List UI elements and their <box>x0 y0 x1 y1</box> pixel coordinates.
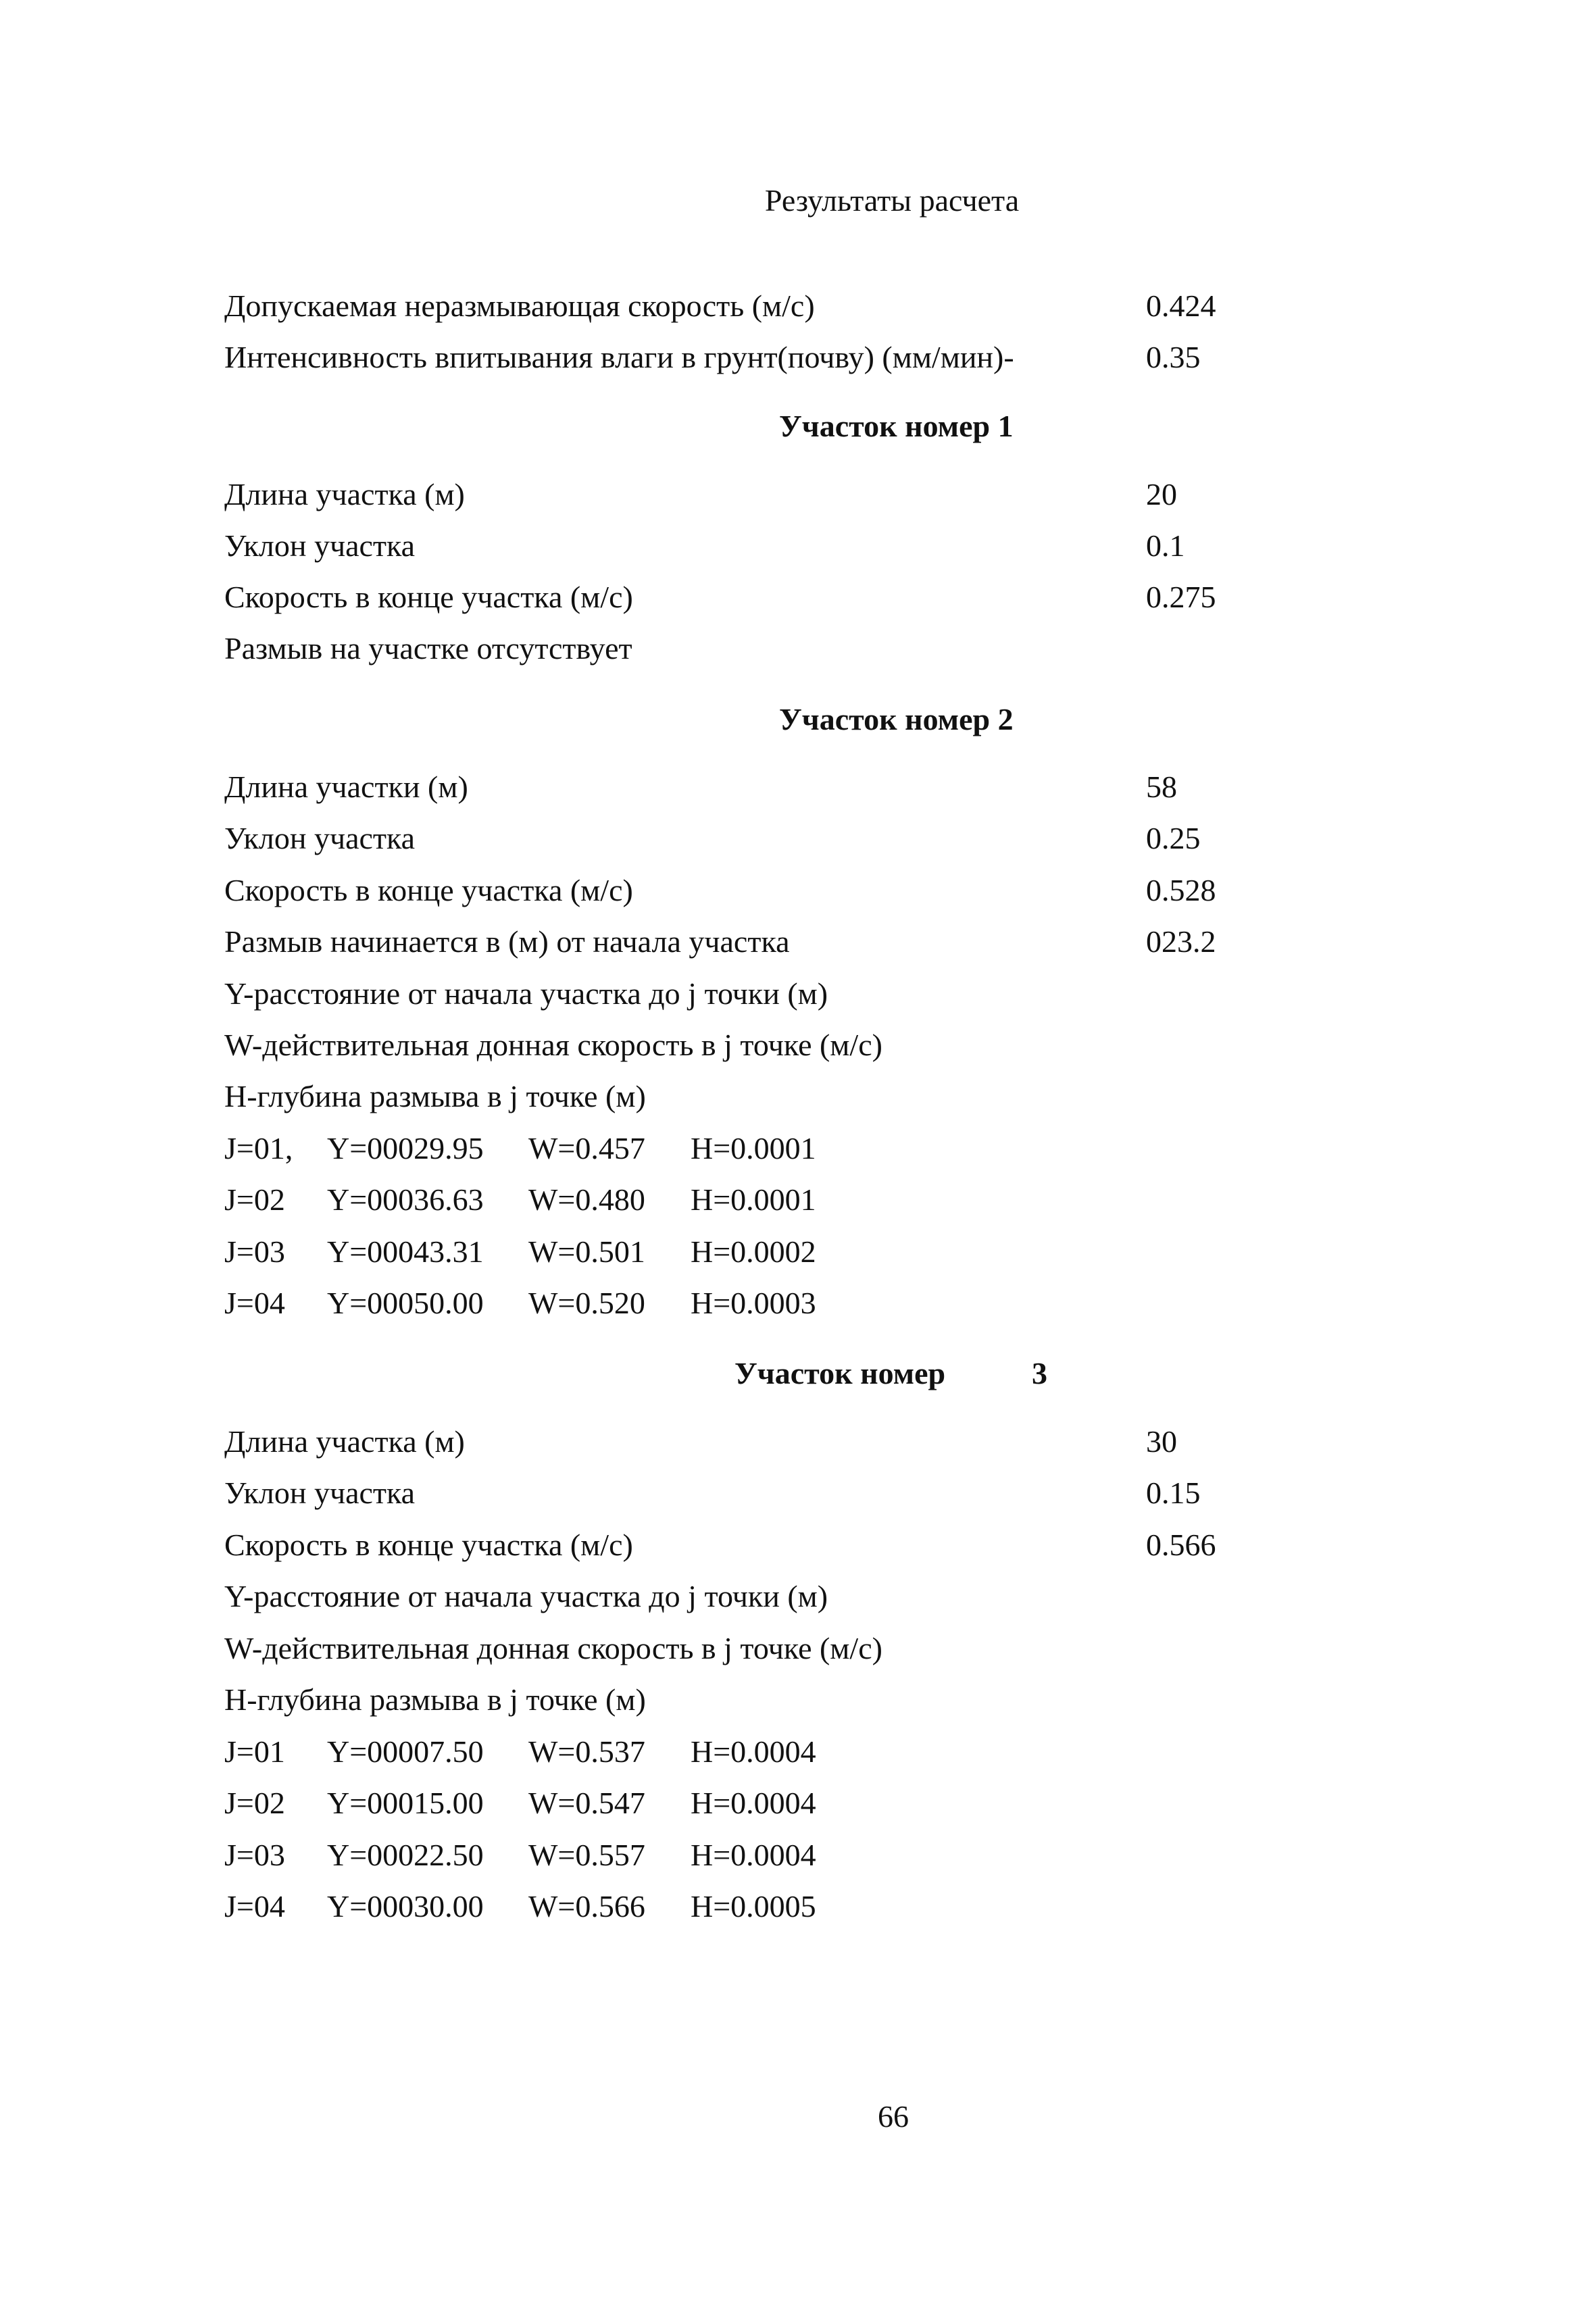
param-label: Длина участки (м) <box>224 770 468 804</box>
point-j: J=01 <box>224 1734 285 1769</box>
point-y: Y=00050.00 <box>327 1286 484 1320</box>
point-j: J=02 <box>224 1182 285 1217</box>
param-value: 20 <box>1146 477 1177 511</box>
param-value: 0.1 <box>1146 528 1185 563</box>
param-value: 0.275 <box>1146 580 1216 614</box>
point-w: W=0.547 <box>528 1786 645 1820</box>
param-label: Размыв начинается в (м) от начала участка <box>224 924 790 959</box>
point-h: H=0.0001 <box>691 1131 816 1165</box>
legend-line: Y-расстояние от начала участка до j точки (м) <box>224 1579 828 1613</box>
param-value: 0.25 <box>1146 821 1201 855</box>
point-h: H=0.0001 <box>691 1182 816 1217</box>
point-j: J=04 <box>224 1889 285 1923</box>
param-value: 0.15 <box>1146 1476 1201 1510</box>
point-y: Y=00007.50 <box>327 1734 484 1769</box>
param-label: Уклон участка <box>224 528 416 563</box>
legend-line: Y-расстояние от начала участка до j точки (м) <box>224 976 828 1011</box>
section-heading: Участок номер 1 <box>779 409 1014 443</box>
point-y: Y=00022.50 <box>327 1838 484 1872</box>
point-h: H=0.0005 <box>691 1889 816 1923</box>
param-value: 58 <box>1146 770 1177 804</box>
param-value: 0.566 <box>1146 1528 1216 1562</box>
point-j: J=02 <box>224 1786 285 1820</box>
point-y: Y=00030.00 <box>327 1889 484 1923</box>
param-label: Скорость в конце участка (м/с) <box>224 1528 633 1562</box>
point-w: W=0.566 <box>528 1889 645 1923</box>
point-w: W=0.457 <box>528 1131 645 1165</box>
section-note: Размыв на участке отсутствует <box>224 631 632 665</box>
point-w: W=0.557 <box>528 1838 645 1872</box>
point-j: J=03 <box>224 1234 285 1269</box>
legend-line: W-действительная донная скорость в j точке (м/с) <box>224 1631 882 1665</box>
param-label: Допускаемая неразмывающая скорость (м/с) <box>224 288 815 323</box>
param-label: Уклон участка <box>224 821 416 855</box>
point-w: W=0.520 <box>528 1286 645 1320</box>
point-j: J=01, <box>224 1131 293 1165</box>
point-y: Y=00036.63 <box>327 1182 484 1217</box>
point-j: J=04 <box>224 1286 285 1320</box>
param-label: Уклон участка <box>224 1476 416 1510</box>
point-h: H=0.0004 <box>691 1786 816 1820</box>
section-heading: Участок номер 2 <box>779 702 1014 736</box>
legend-line: H-глубина размыва в j точке (м) <box>224 1682 646 1717</box>
point-y: Y=00029.95 <box>327 1131 484 1165</box>
page-title: Результаты расчета <box>764 183 1020 218</box>
point-j: J=03 <box>224 1838 285 1872</box>
param-value: 0.424 <box>1146 288 1216 323</box>
param-label: Скорость в конце участка (м/с) <box>224 580 633 614</box>
section-heading: Участок номер <box>734 1356 946 1390</box>
param-value: 30 <box>1146 1424 1177 1459</box>
point-y: Y=00043.31 <box>327 1234 484 1269</box>
point-w: W=0.537 <box>528 1734 645 1769</box>
point-h: H=0.0004 <box>691 1838 816 1872</box>
point-h: H=0.0002 <box>691 1234 816 1269</box>
page-number: 66 <box>878 2099 909 2134</box>
param-label: Интенсивность впитывания влаги в грунт(почву) (мм/мин)- <box>224 340 1014 374</box>
param-label: Скорость в конце участка (м/с) <box>224 873 633 907</box>
param-label: Длина участка (м) <box>224 1424 465 1459</box>
point-h: H=0.0004 <box>691 1734 816 1769</box>
param-label: Длина участка (м) <box>224 477 465 511</box>
point-w: W=0.480 <box>528 1182 645 1217</box>
section-number: 3 <box>1032 1356 1047 1390</box>
legend-line: W-действительная донная скорость в j точке (м/с) <box>224 1028 882 1062</box>
legend-line: H-глубина размыва в j точке (м) <box>224 1079 646 1113</box>
point-w: W=0.501 <box>528 1234 645 1269</box>
param-value: 0.35 <box>1146 340 1201 374</box>
param-value: 023.2 <box>1146 924 1216 959</box>
point-h: H=0.0003 <box>691 1286 816 1320</box>
point-y: Y=00015.00 <box>327 1786 484 1820</box>
param-value: 0.528 <box>1146 873 1216 907</box>
